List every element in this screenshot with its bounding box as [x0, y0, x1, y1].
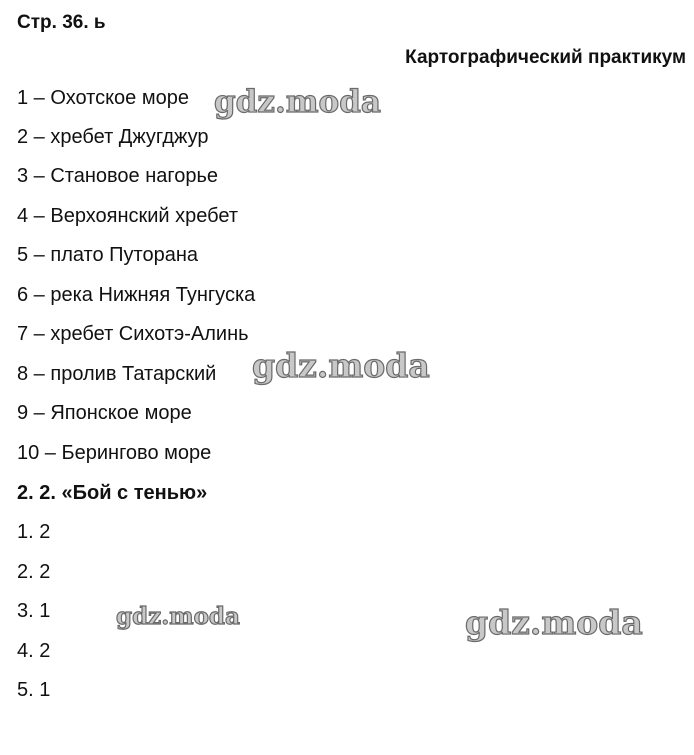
page-header: Стр. 36. ь [17, 12, 106, 33]
map-item: 6 – река Нижняя Тунгуска [17, 284, 256, 306]
answer-item: 4. 2 [17, 640, 51, 662]
section-title: Картографический практикум [405, 47, 686, 68]
map-item: 3 – Становое нагорье [17, 165, 219, 187]
map-item: 5 – плато Путорана [17, 244, 199, 266]
watermark: gdz.moda [465, 603, 643, 642]
map-item: 9 – Японское море [17, 402, 192, 424]
map-item: 7 – хребет Сихотэ-Алинь [17, 323, 249, 345]
map-item: 2 – хребет Джугджур [17, 126, 209, 148]
answer-item: 5. 1 [17, 679, 51, 701]
map-item: 8 – пролив Татарский [17, 363, 217, 385]
map-item: 4 – Верхоянский хребет [17, 205, 239, 227]
watermark: gdz.moda [214, 84, 381, 120]
answer-item: 3. 1 [17, 600, 51, 622]
watermark: gdz.moda [116, 603, 240, 630]
map-item: 1 – Охотское море [17, 87, 189, 109]
answer-item: 2. 2 [17, 561, 51, 583]
answer-item: 1. 2 [17, 521, 51, 543]
watermark: gdz.moda [252, 346, 430, 385]
task-title: 2. 2. «Бой с тенью» [17, 482, 208, 504]
map-item: 10 – Берингово море [17, 442, 212, 464]
